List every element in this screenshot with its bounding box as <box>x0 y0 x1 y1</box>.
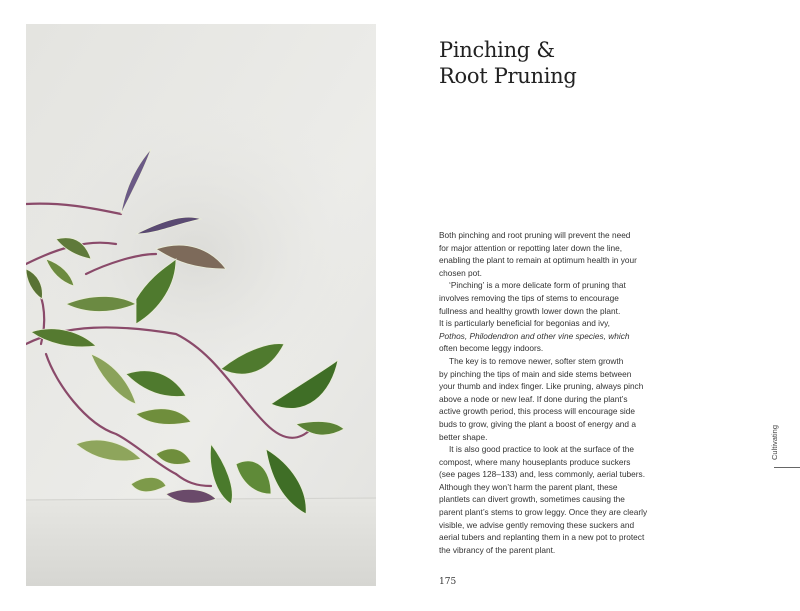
section-tab-label: Cultivating <box>770 424 779 460</box>
text-line: fullness and healthy growth lower down the plant. <box>439 305 621 316</box>
title-line-2: Root Pruning <box>439 64 577 88</box>
text-line: for major attention or repotting later down the line, <box>439 242 623 253</box>
paragraph-4 <box>439 443 675 556</box>
text-line: compost, where many houseplants produce suckers <box>439 456 631 467</box>
text-line: aerial tubers and replanting them in a new pot to protect <box>439 532 645 543</box>
text-line: chosen pot. <box>439 267 482 278</box>
text-line: active growth period, this process will encourage side <box>439 406 635 417</box>
text-line: ‘Pinching’ is a more delicate form of pruning that <box>449 280 626 291</box>
text-line: Pothos, Philodendron and other vine species, which <box>439 330 630 341</box>
text-line: It is also good practice to look at the surface of the <box>449 444 634 455</box>
text-line: often become leggy indoors. <box>439 343 544 354</box>
text-line: the vibrancy of the parent plant. <box>439 544 556 555</box>
section-tab <box>764 420 800 470</box>
text-line: by pinching the tips of main and side stems between <box>439 368 632 379</box>
page-title <box>439 37 577 89</box>
plant-photo <box>26 24 376 586</box>
title-line-1: Pinching & <box>439 38 555 62</box>
text-line: enabling the plant to remain at optimum health in your <box>439 255 637 266</box>
paragraph-2 <box>439 279 675 355</box>
text-line: (see pages 128–133) and, less commonly, aerial tubers. <box>439 469 645 480</box>
text-line: Both pinching and root pruning will prevent the need <box>439 230 631 240</box>
body-text <box>439 229 675 556</box>
text-line: better shape. <box>439 431 488 442</box>
text-line: involves removing the tips of stems to encourage <box>439 292 619 303</box>
text-line: Although they won’t harm the parent plant, these <box>439 481 618 492</box>
text-line: It is particularly beneficial for begonias and ivy, <box>439 318 610 329</box>
text-line: The key is to remove newer, softer stem growth <box>449 355 624 366</box>
text-line: above a node or new leaf. If done during the plant’s <box>439 393 628 404</box>
text-line: plantlets can divert growth, sometimes causing the <box>439 494 625 505</box>
page-number: 175 <box>439 577 457 587</box>
text-line: your thumb and index finger. Like pruning, always pinch <box>439 381 644 392</box>
text-line: visible, we advise gently removing these suckers and <box>439 519 635 530</box>
text-line: parent plant’s stems to grow leggy. Once they are clearly <box>439 507 648 518</box>
paragraph-1 <box>439 229 675 279</box>
paragraph-3 <box>439 355 675 443</box>
section-tab-rule <box>774 467 800 468</box>
text-line: buds to grow, giving the plant a boost of energy and a <box>439 418 636 429</box>
